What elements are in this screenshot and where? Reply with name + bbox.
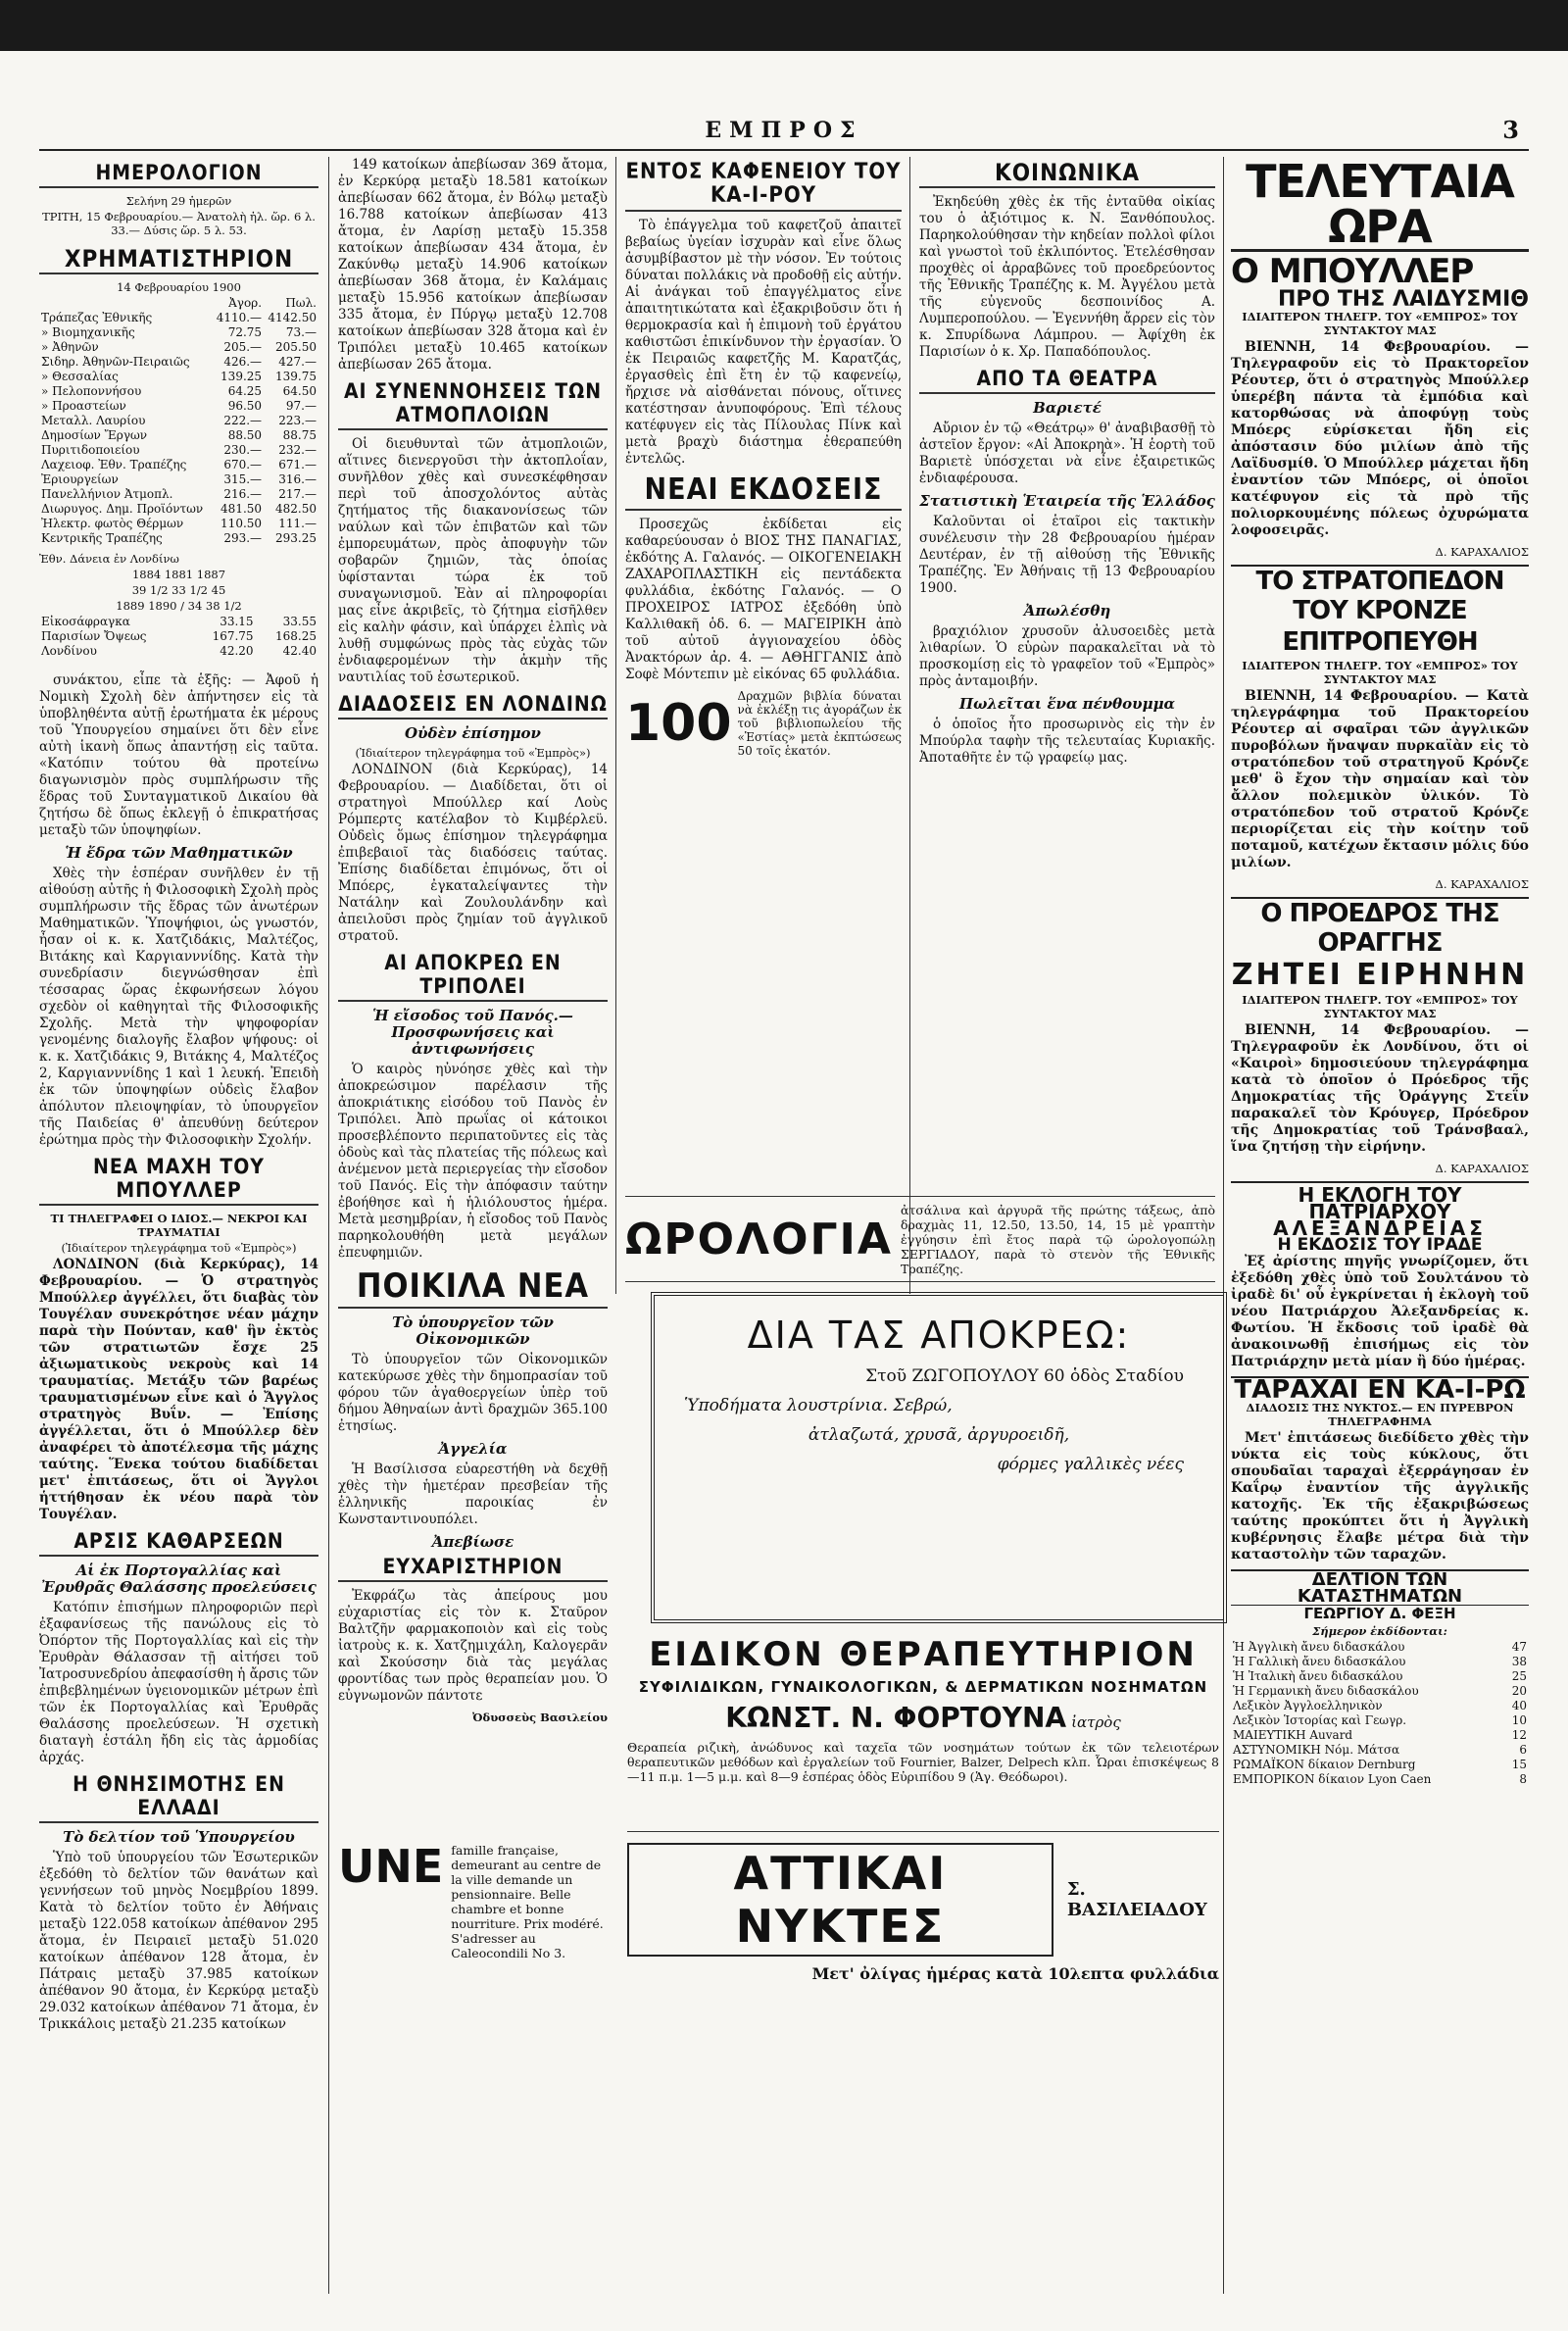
- row-label: Μεταλλ. Λαυρίου: [41, 414, 146, 427]
- row-value: 64.25: [227, 384, 263, 398]
- column-1: [39, 157, 318, 2294]
- column-rule: [1223, 157, 1224, 2294]
- loans-label: Ἐθν. Δάνεια ἐν Λονδίνω: [39, 552, 179, 566]
- row-value: 139.25: [220, 370, 263, 383]
- table-row: [1231, 1699, 1529, 1713]
- article-paragraph: Προσεχῶς ἐκδίδεται εἰς καθαρεύουσαν ὁ ΒΙΟΣ ΤΗΣ ΠΑΝΑΓΙΑΣ, ἐκδότης Α. Γαλανός. — ΟΙΚΟΓΕΝΕΙΑΚΗ ΖΑΧΑΡΟΠΛΑΣΤΙΚΗ εἰς πεντάδεκτα φυλλάδια, ἐκδότης Γαλανός. — Ο ΠΡΟΧΕΙΡΟΣ ΙΑΤΡΟΣ ἐξεδόθη ὑπὸ Καλλιθακῆ ὁδ. 6. — ΜΑΓΕΙΡΙΚΗ ἀπὸ τοῦ αὐτοῦ ἀγγιοναχείου ὁδὸς Ἀνακτόρων ἀρ. 4. — ΑΘΗΓΓΑΝΙΣ ἀπὸ Σοφὲ Μόντεπιν μὲ εἰκόνας 65 φυλλάδια.: [625, 517, 902, 682]
- column-rule: [615, 157, 616, 1294]
- almanac-line: Σελήνη 29 ἡμερῶν: [125, 194, 232, 208]
- late-news-heading: ΤΕΛΕΥΤΑΙΑ ΩΡΑ: [1231, 159, 1529, 252]
- signature: Δ. ΚΑΡΑΧΑΛΙΟΣ: [1435, 1162, 1529, 1175]
- ad-carnival-line: φόρμες γαλλικὲς νέες: [997, 1455, 1184, 1474]
- row-label: » Βιομηχανικῆς: [41, 325, 135, 339]
- almanac-heading: ΗΜΕΡΟΛΟΓΙΟΝ: [39, 161, 318, 188]
- table-row: [39, 443, 318, 458]
- ad-carnival-address: Στοῦ ΖΩΓΟΠΟΥΛΟΥ 60 ὁδὸς Σταδίου: [865, 1366, 1184, 1386]
- column-rule: [909, 157, 910, 1294]
- article-paragraph: Οἱ διευθυνταὶ τῶν ἀτμοπλοιῶν, αἵτινες διενεργοῦσι τὴν ἀκτοπλοΐαν, συνῆλθον χθὲς καὶ συνεσκέφθησαν περὶ τοῦ ἀποσχολόντος αὐτὰς ζητήματος τῆς διακανονίσεως τῶν ναύλων καὶ τῶν ἐπιβατῶν καὶ τῶν ἐμπορευμάτων, πρὸς ἀποφυγὴν τῶν σοβαρῶν ζημιῶν, τὰς ὁποίας ὑφίστανται τώρα ἐκ τοῦ συναγωνισμοῦ. Ἐὰν αἱ πληροφορίαι μας εἶνε ἀκριβεῖς, τὸ ζήτημα εἰσῆλθεν εἰς καλὴν φάσιν, καὶ ὑπάρχει ἐλπὶς νὰ λυθῇ συμφώνως πρὸς τὰς εὐχὰς τῶν ἐνδιαφερομένων τὴν ἀκμὴν τῆς ναυτιλίας τοῦ ἐσωτερικοῦ.: [338, 436, 608, 685]
- row-value: 167.75: [212, 629, 254, 643]
- article-subheading: Ἀγγελία: [438, 1440, 508, 1458]
- table-row: [39, 487, 318, 502]
- table-row: [39, 399, 318, 414]
- article-subheading: Ἀπεβίωσε: [431, 1533, 514, 1551]
- row-label: Λεξικὸν Ἱστορίας καὶ Γεωγρ.: [1233, 1713, 1407, 1727]
- table-row: [1231, 1772, 1529, 1787]
- ad-carnival-line: Ὑποδήματα λουστρίνια. Σεβρώ,: [684, 1396, 953, 1415]
- article-heading: ΠΟΙΚΙΛΑ ΝΕΑ: [338, 1267, 608, 1309]
- article-paragraph: Τὸ ὑπουργεῖον τῶν Οἰκονομικῶν κατεκύρωσε χθὲς τὴν δημοπρασίαν τοῦ φόρου τῶν ἀγαθοεργείων ὑπὲρ τοῦ δήμου Ἀθηναίων ἀντὶ δραχμῶν 365.100 ἐτησίως.: [338, 1352, 608, 1434]
- article-paragraph: ΒΙΕΝΝΗ, 14 Φεβρουαρίου. — Κατὰ τηλεγράφημα τοῦ Πρακτορείου Ρέουτερ αἱ σφαῖραι τῶν ἀγγλικῶν πυροβόλων ἤναψαν πυρκαϊὰν εἰς τὸ στρατόπεδον τοῦ στρατηγοῦ Κρόνζε μεθ' ὃ ἔχον τὴν σημαίαν καὶ τὸν ἄλλον πολεμικὸν ὑλικόν. Τὸ στρατόπεδον τοῦ στρατοῦ Κρόνζε περιορίζεται εἰς τὴν κοίτην τοῦ ποταμοῦ, κατέχων ἔκτασιν μόλις δύο μιλίων.: [1231, 688, 1529, 870]
- article-subheading: Η ΕΚΔΟΣΙΣ ΤΟΥ ΙΡΑΔΕ: [1277, 1235, 1483, 1255]
- article-credit: ΙΔΙΑΙΤΕΡΟΝ ΤΗΛΕΓΡ. ΤΟΥ «ΕΜΠΡΟΣ» ΤΟΥ ΣΥΝΤΑΚΤΟΥ ΜΑΣ: [1242, 310, 1518, 337]
- table-row: [1231, 1743, 1529, 1758]
- bourse-table: [39, 296, 318, 546]
- row-label: Διωρυγος. Δημ. Προϊόντων: [41, 502, 204, 516]
- row-label: Ἠλεκτρ. φωτὸς Θέρμων: [41, 517, 184, 530]
- ad-clinic-doctor-suffix: ἰατρὸς: [1071, 1713, 1121, 1731]
- row-value: 316.—: [278, 472, 317, 486]
- ad-carnival-line: ἀτλαζωτά, χρυσᾶ, ἀργυροειδῆ,: [808, 1425, 1070, 1445]
- article-paragraph: Κατόπιν ἐπισήμων πληροφοριῶν περὶ ἐξαφανίσεως τῆς πανώλους εἰς τὸ Ὀπόρτον τῆς Πορτογαλλίας καὶ εἰς τὴν Ἐρυθρὰν Θάλασσαν τῇ αἰτήσει τοῦ Ἰατροσυνεδρίου ἀπεφασίσθη ἡ ἄρσις τῶν ἐπιβεβλημένων ὑγειονομικῶν μέτρων ἐπὶ τῶν ἐκ Πορτογαλλίας καὶ Ἐρυθρᾶς Θαλάσσης προελεύσεων. Ἡ σχετικὴ διαταγὴ ἐστάλη ἤδη εἰς τὰς ἁρμοδίας ἀρχάς.: [39, 1600, 318, 1765]
- table-row: [39, 531, 318, 546]
- ad-watches-text: ἀτσάλινα καὶ ἀργυρᾶ τῆς πρώτης τάξεως, ἀπὸ δραχμὰς 11, 12.50, 13.50, 14, 15 μὲ γραπτὴν ἐγγύησιν ἐπὶ ἔτος παρὰ τῷ ὡρολογοπώλῃ ΣΕΡΓΙΑΔΟΥ, παρὰ τὸ στενὸν τῆς Ἐθνικῆς Τραπέζης.: [900, 1202, 1215, 1276]
- article-heading: ΑΡΣΙΣ ΚΑΘΑΡΣΕΩΝ: [39, 1529, 318, 1557]
- row-label: Πυριτιδοποιείου: [41, 443, 140, 457]
- row-label: ΜΑΙΕΥΤΙΚΗ Auvard: [1233, 1728, 1353, 1742]
- article-subheading: Οὐδὲν ἐπίσημον: [405, 724, 541, 742]
- row-label: » Προαστείων: [41, 399, 126, 413]
- signature: Ὀδυσσεὺς Βασιλείου: [472, 1711, 608, 1724]
- row-value: 6: [1519, 1743, 1527, 1757]
- loans-rates: 39 1/2 33 1/2 45: [131, 583, 226, 597]
- row-value: 426.—: [223, 355, 263, 369]
- row-value: 217.—: [278, 487, 317, 501]
- ad-clinic-text: Θεραπεία ριζικὴ, ἀνώδυνος καὶ ταχεῖα τῶν νοσημάτων τούτων ἐκ τῶν τελειοτέρων θεραπευτικῶν μεθόδων καὶ ἐργαλείων τοῦ Fournier, Balzer, Delpech κλπ. Ὧραι ἐπισκέψεως 8—11 π.μ. 1—5 μ.μ. καὶ 8—9 ἑσπέρας ὁδὸς Εὐριπίδου 9 (Ἁγ. Θεόδωροι).: [627, 1740, 1219, 1784]
- row-label: Πανελλήνιον Ἀτμοπλ.: [41, 487, 173, 501]
- row-value: 38: [1511, 1655, 1527, 1668]
- table-row: [39, 629, 318, 644]
- ad-une-big: UNE: [338, 1840, 444, 1893]
- row-value: 8: [1519, 1772, 1527, 1786]
- scan-top-bar: [0, 0, 1568, 51]
- bourse-col-buy: Ἀγορ.: [228, 296, 263, 310]
- row-value: 671.—: [278, 458, 317, 471]
- article-subheading: Ἀπωλέσθη: [1023, 602, 1111, 620]
- column-2: [338, 157, 608, 2294]
- article-paragraph: ὁ ὁποῖος ἦτο προσωρινὸς εἰς τὴν ἐν Μπούρλα ταφὴν τῆς τελευταίας Κυριακῆς. Ἀποταθῆτε ἐν τῷ γραφείῳ μας.: [919, 717, 1215, 766]
- row-label: Δημοσίων Ἔργων: [41, 428, 148, 442]
- row-value: 168.25: [275, 629, 317, 643]
- ad-nights-author: Σ. ΒΑΣΙΛΕΙΑΔΟΥ: [1066, 1879, 1207, 1920]
- row-value: 64.50: [282, 384, 317, 398]
- row-label: Λεξικὸν Ἀγγλοελληνικὸν: [1233, 1699, 1383, 1712]
- article-paragraph: Χθὲς τὴν ἑσπέραν συνῆλθεν ἐν τῇ αἰθούσῃ αὐτῆς ἡ Φιλοσοφικὴ Σχολὴ πρὸς συμπλήρωσιν τῆς ἕδρας τῶν ἀνωτέρων Μαθηματικῶν. Ὑποψήφιοι, ὡς γνωστόν, ἦσαν οἱ κ. κ. Χατζιδάκις, Μαλτέζος, Βιτάκης καὶ Καργιανννίδης. Κατὰ τὴν συνεδρίασιν διεγνώσθησαν ἐπὶ τέσσαρας ὥρας ἐκφωνήσεων λόγου σχεδὸν οἱ καθηγηταὶ τῆς Φιλοσοφικῆς Σχολῆς. Μετὰ τὴν ψηφοφορίαν γενομένης διαλογῆς ἔλαβον ψήφους: οἱ κ. κ. Χατζιδάκις 9, Βιτάκης 4, Μαλτέζος 2, Καργιανννίδης 1 καὶ 1 λευκή. Ἐπειδὴ ἐκ τῶν ὑποψηφίων οὐδεὶς ἔλαβον ἀπόλυτον πλειοψηφίαν, τὸ ὑπουργεῖον τῆς Παιδείας θ' ἀπευθύνῃ δεύτερον ἐρώτημα πρὸς τὴν Φιλοσοφικὴν Σχολήν.: [39, 866, 318, 1148]
- article-heading: ΑΛΕΞΑΝΔΡΕΙΑΣ: [1273, 1216, 1487, 1240]
- row-value: 293.—: [223, 531, 263, 545]
- row-label: Ἡ Γερμανικὴ ἄνευ διδασκάλου: [1233, 1684, 1419, 1698]
- lottery-heading: ΔΕΛΤΙΟΝ ΤΩΝ ΚΑΤΑΣΤΗΜΑΤΩΝ: [1231, 1569, 1529, 1606]
- row-value: 230.—: [223, 443, 263, 457]
- article-subheading: Τὸ ὑπουργεῖον τῶν Οἰκονομικῶν: [392, 1314, 554, 1348]
- ad-carnival-title: ΔΙΑ ΤΑΣ ΑΠΟΚΡΕΩ:: [747, 1314, 1131, 1357]
- exchange-table: [39, 615, 318, 659]
- row-value: 427.—: [278, 355, 317, 369]
- article-heading: ΠΡΟ ΤΗΣ ΛΑΙΔΥΣΜΙΘ: [1277, 287, 1529, 312]
- table-row: [39, 340, 318, 355]
- article-paragraph: Ἐξ ἀρίστης πηγῆς γνωρίζομεν, ὅτι ἐξεδόθη χθὲς ὑπὸ τοῦ Σουλτάνου τὸ ἰραδὲ δι' οὗ ἐγκρίνεται ἡ ἐκλογὴ τοῦ νέου Πατριάρχου Ἀλεξανδρείας κ. Φωτίου. Ἡ ἔκδοσις τοῦ ἰραδὲ θὰ ἀνακοινωθῇ ἐπισήμως εἰς τὸν Πατριάρχην μετὰ μίαν ἢ δύο ἡμέρας.: [1231, 1254, 1529, 1369]
- row-value: 110.50: [220, 517, 263, 530]
- ad-100-text: Δραχμῶν βιβλία δύναται νὰ ἐκλέξῃ τις ἀγοράζων ἐκ τοῦ βιβλιοπωλείου τῆς «Ἑστίας» μετὰ ἐκπτώσεως 50 τοῖς ἑκατόν.: [737, 689, 902, 758]
- ad-une: [338, 1840, 614, 1960]
- row-value: 15: [1511, 1758, 1527, 1771]
- article-paragraph: συνάκτου, εἶπε τὰ ἑξῆς: — Ἀφοῦ ἡ Νομικὴ Σχολὴ δὲν ἀπήντησεν εἰς τὰ ὑποβληθέντα αὐτῇ ἐρωτήματα ἐκ μέρους τοῦ Ὑπουργείου σημαίνει ὅτι δὲν εἶνε αὐτὴ ἱκανὴ ὅπως ἀπαντήσῃ εἰς ταῦτα. «Κατόπιν τούτου θὰ προτείνω διαγωνισμὸν πρὸς συμπλήρωσιν τῆς ἕδρας τοῦ Συνταγματικοῦ Δικαίου θὰ ζητήσω δὲ ὅπως ἐκλεγῇ ὁ ἐπικρατήσας μεταξὺ τῶν ὑποψηφίων.: [39, 672, 318, 838]
- row-label: » Θεσσαλίας: [41, 370, 119, 383]
- article-heading: ΕΝΤΟΣ ΚΑΦΕΝΕΙΟΥ ΤΟΥ ΚΑ-Ι-ΡΟΥ: [625, 161, 902, 212]
- ad-clinic: [627, 1635, 1219, 1832]
- row-value: 293.25: [275, 531, 317, 545]
- row-label: Λονδίνου: [41, 644, 97, 658]
- row-label: Ἐριουργείων: [41, 472, 119, 486]
- ad-carnival-box: [651, 1292, 1227, 1623]
- table-row: [39, 414, 318, 428]
- row-label: ΡΩΜΑΪΚΟΝ δίκαιον Dernburg: [1233, 1758, 1416, 1771]
- lottery-intro: Σήμερον ἐκδίδονται:: [1312, 1624, 1447, 1638]
- article-credit: (Ἰδιαίτερον τηλεγράφημα τοῦ «Ἐμπρὸς»): [61, 1241, 297, 1255]
- article-heading: ΝΕΑΙ ΕΚΔΟΣΕΙΣ: [625, 473, 902, 511]
- table-row: [39, 370, 318, 384]
- article-paragraph: Ὑπὸ τοῦ ὑπουργείου τῶν Ἐσωτερικῶν ἐξεδόθη τὸ δελτίον τῶν θανάτων καὶ γεννήσεων τοῦ μηνὸς Νοεμβρίου 1899. Κατὰ τὸ δελτίον τοῦτο ἐν Ἀθήναις μεταξὺ 122.058 κατοίκων ἀπέθανον 295 ἄτομα, ἐν Πειραιεῖ μεταξὺ 51.020 κατοίκων ἀπέθανον 128 ἄτομα, ἐν Πάτραις μεταξὺ 37.985 κατοίκων ἀπέθανον 90 ἄτομα, ἐν Κερκύρᾳ μεταξὺ 29.032 κατοίκων ἀπέθανον 71 ἄτομα, ἐν Τρικκάλοις μεταξὺ 21.235 κατοίκων: [39, 1850, 318, 2032]
- table-row: [39, 355, 318, 370]
- row-label: » Ἀθηνῶν: [41, 340, 99, 354]
- row-label: Ἡ Γαλλικὴ ἄνευ διδασκάλου: [1233, 1655, 1406, 1668]
- article-subheading: Τὸ δελτίον τοῦ Ὑπουργείου: [63, 1828, 295, 1846]
- row-label: ΕΜΠΟΡΙΚΟΝ δίκαιον Lyon Caen: [1233, 1772, 1432, 1786]
- article-paragraph: Τὸ ἐπάγγελμα τοῦ καφετζοῦ ἀπαιτεῖ βεβαίως ὑγείαν ἰσχυρὰν καὶ εἶνε ὅλως ἀσυμβίβαστον μὲ τὴν νόσον. Ἐν τούτοις δύναται πολλάκις νὰ προδοθῇ εἰς αὐτήν. Αἱ ἀνάγκαι τοῦ ἐπαγγέλματος εἶνε ἀπαιτητικώτατα καὶ ἐξακριβοῦσιν ὅτι ἡ θερμοκρασία καὶ ἡ ἐπιμονὴ τοῦ ἐργάτου καθιστῶσι ἐπικίνδυνον τὴν ἐργασίαν. Ὁ ἐκ Πειραιῶς καφετζῆς Μ. Καρατζάς, ἐργασθεὶς ἐπὶ ἔτη ἐν τῷ καφενείῳ, ἤρχισε νὰ αἰσθάνεται πόνους, οἵτινες κατέστησαν ἀνυποφόρους. Ἐπὶ τέλους κατέφυγεν εἰς τὰς Πίλουλας Πίνκ καὶ μετὰ βραχὺ διάστημα ἐθεραπεύθη ἐντελῶς.: [625, 218, 902, 467]
- article-subheading: ΤΙ ΤΗΛΕΓΡΑΦΕΙ Ο ΙΔΙΟΣ.— ΝΕΚΡΟΙ ΚΑΙ ΤΡΑΥΜΑΤΙΑΙ: [50, 1212, 308, 1239]
- article-paragraph: 149 κατοίκων ἀπεβίωσαν 369 ἄτομα, ἐν Κερκύρᾳ μεταξὺ 18.581 κατοίκων ἀπεβίωσαν 662 ἄτομα, ἐν Βόλῳ μεταξὺ 16.788 κατοίκων ἀπεβίωσαν 413 ἄτομα, ἐν Λαρίσῃ μεταξὺ 15.358 κατοίκων ἀπεβίωσαν 434 ἄτομα, ἐν Ζακύνθῳ μεταξὺ 14.906 κατοίκων ἀπεβίωσαν 368 ἄτομα, ἐν Καλάμαις μεταξὺ 15.956 κατοίκων ἀπεβίωσαν 335 ἄτομα, ἐν Πύργῳ μεταξὺ 12.708 κατοίκων ἀπεβίωσαν 328 ἄτομα καὶ ἐν Τριπόλει μεταξὺ 10.465 κατοίκων ἀπεβίωσαν 265 ἄτομα.: [338, 157, 608, 372]
- signature: Δ. ΚΑΡΑΧΑΛΙΟΣ: [1435, 545, 1529, 559]
- table-row: [1231, 1655, 1529, 1669]
- article-subheading: Ἡ ἔδρα τῶν Μαθηματικῶν: [65, 844, 293, 862]
- row-value: 222.—: [223, 414, 263, 427]
- article-heading: Ο ΜΠΟΥΛΛΕΡ: [1231, 252, 1474, 291]
- bourse-heading: ΧΡΗΜΑΤΙΣΤΗΡΙΟΝ: [39, 247, 318, 274]
- article-heading: ΕΠΙΤΡΟΠΕΥΘΗ: [1282, 627, 1478, 657]
- row-label: Εἰκοσάφραγκα: [41, 615, 130, 628]
- row-value: 40: [1511, 1699, 1527, 1712]
- article-heading: ΕΥΧΑΡΙΣΤΗΡΙΟΝ: [338, 1555, 608, 1582]
- article-subheading: Βαριετέ: [1033, 399, 1102, 417]
- ad-100-number: 100: [625, 694, 732, 753]
- ad-watches: [625, 1196, 1215, 1282]
- article-paragraph: ΒΙΕΝΝΗ, 14 Φεβρουαρίου. — Τηλεγραφοῦν εἰς τὸ Πρακτορεῖον Ρέουτερ, ὅτι ὁ στρατηγὸς Μπούλλερ ὑπερέβη πάντα τὰ ἐμπόδια καὶ κατορθώσας νὰ ἀποφύγῃ τοὺς Μπόερς εὑρίσκεται ἤδη εἰς ἀπόστασιν δύο μιλίων ἀπὸ τῆς Λαϊδυσμίθ. Ὁ Μπούλλερ μάχεται ἤδη ἐναντίον τῶν Μπόερς, οἱ ὁποῖοι κατέφυγον εἰς τὰ πρὸ τῆς πολιορκουμένης πόλεως ὀχυρώματα λοφοσειρᾶς.: [1231, 339, 1529, 538]
- lottery-table: [1231, 1640, 1529, 1787]
- table-row: [39, 325, 318, 340]
- row-value: 33.55: [282, 615, 317, 628]
- article-heading: ΤΑΡΑΧΑΙ ΕΝ ΚΑ-Ι-ΡΩ: [1231, 1376, 1529, 1399]
- column-rule: [328, 157, 329, 2294]
- article-heading: Η ΘΝΗΣΙΜΟΤΗΣ ΕΝ ΕΛΛΑΔΙ: [39, 1772, 318, 1823]
- article-credit: ΙΔΙΑΙΤΕΡΟΝ ΤΗΛΕΓΡ. ΤΟΥ «ΕΜΠΡΟΣ» ΤΟΥ ΣΥΝΤΑΚΤΟΥ ΜΑΣ: [1242, 659, 1518, 686]
- loans-years: 1884 1881 1887: [131, 568, 226, 581]
- article-subheading: Αἱ ἐκ Πορτογαλλίας καὶ Ἐρυθρᾶς Θαλάσσης προελεύσεις: [41, 1562, 317, 1596]
- ad-nights-text: Μετ' ὀλίγας ἡμέρας κατὰ 10λεπτα φυλλάδια: [811, 1964, 1219, 1983]
- masthead-title: ΕΜΠΡΟΣ: [705, 118, 863, 143]
- column-4: [919, 157, 1215, 1284]
- ad-100: [625, 689, 902, 758]
- column-3: [625, 157, 902, 1284]
- row-value: 42.20: [220, 644, 254, 658]
- article-heading: Ο ΠΡΟΕΔΡΟΣ ΤΗΣ ΟΡΑΓΓΗΣ: [1231, 897, 1529, 958]
- row-value: 47: [1511, 1640, 1527, 1654]
- row-value: 232.—: [278, 443, 317, 457]
- article-paragraph: Καλοῦνται οἱ ἑταῖροι εἰς τακτικὴν συνέλευσιν τὴν 28 Φεβρουαρίου ἡμέραν Δευτέραν, ἐν τῇ αἰθούσῃ τῆς Ἐθνικῆς Τραπέζης. Ἐν Ἀθήναις τῇ 13 Φεβρουαρίου 1900.: [919, 514, 1215, 596]
- table-row: [1231, 1758, 1529, 1772]
- row-value: 10: [1511, 1713, 1527, 1727]
- article-paragraph: Ἡ Βασίλισσα εὐαρεστήθη νὰ δεχθῇ χθὲς τὴν ἡμετέραν πρεσβείαν τῆς ἑλληνικῆς παροικίας ἐν Κωνσταντινουπόλει.: [338, 1462, 608, 1527]
- row-value: 88.75: [282, 428, 317, 442]
- signature: Δ. ΚΑΡΑΧΑΛΙΟΣ: [1435, 877, 1529, 891]
- row-value: 482.50: [275, 502, 317, 516]
- article-paragraph: ΛΟΝΔΙΝΟΝ (διὰ Κερκύρας), 14 Φεβρουαρίου. — Διαδίδεται, ὅτι οἱ στρατηγοὶ Μπούλλερ καί Λοὺς Ρόμπερτς κατέλαβον τὸ Κιμβέρλεϋ. Οὐδεὶς ὅμως ἐπίσημον τηλεγράφημα ἐπιβεβαιοῖ τὰς διαδόσεις ταύτας. Ἐπίσης διαδίδεται ἐπιμόνως, ὅτι οἱ Μπόερς, ἐγκαταλείψαντες τὴν Νατάλην καὶ Ζουλουλάνδην καὶ ἀπειλοῦσι πρὸς ζημίαν τοῦ ἀγγλικοῦ στρατοῦ.: [338, 762, 608, 944]
- row-label: Παρισίων Ὄψεως: [41, 629, 147, 643]
- article-paragraph: Αὔριον ἐν τῷ «Θεάτρῳ» θ' ἀναβιβασθῇ τὸ ἀστεῖον ἔργον: «Αἱ Ἀποκρηὰ». Ἡ ἑορτὴ τοῦ Βαριετὲ ὑπόσχεται νὰ εἶνε ἐξαιρετικῶς ἐνδιαφέρουσα.: [919, 421, 1215, 486]
- table-row: [39, 502, 318, 517]
- table-row: [1231, 1669, 1529, 1684]
- row-label: Ἡ Ἰταλικὴ ἄνευ διδασκάλου: [1233, 1669, 1403, 1683]
- article-heading: Η ΕΚΛΟΓΗ ΤΟΥ ΠΑΤΡΙΑΡΧΟΥ: [1231, 1181, 1529, 1220]
- article-heading: ΑΙ ΣΥΝΕΝΝΟΗΣΕΙΣ ΤΩΝ ΑΤΜΟΠΛΟΙΩΝ: [338, 379, 608, 430]
- ad-clinic-subtitle: ΣΥΦΙΛΙΔΙΚΩΝ, ΓΥΝΑΙΚΟΛΟΓΙΚΩΝ, & ΔΕΡΜΑΤΙΚΩΝ ΝΟΣΗΜΑΤΩΝ: [638, 1678, 1208, 1696]
- lottery-subheading: ΓΕΩΡΓΙΟΥ Δ. ΦΕΞΗ: [1303, 1605, 1456, 1622]
- article-credit: (Ἰδιαίτερον τηλεγράφημα τοῦ «Ἐμπρὸς»): [355, 746, 591, 760]
- row-value: 97.—: [285, 399, 317, 413]
- row-value: 111.—: [278, 517, 317, 530]
- article-credit: ΙΔΙΑΙΤΕΡΟΝ ΤΗΛΕΓΡ. ΤΟΥ «ΕΜΠΡΟΣ» ΤΟΥ ΣΥΝΤΑΚΤΟΥ ΜΑΣ: [1242, 993, 1518, 1020]
- ad-nights-title: ΑΤΤΙΚΑΙ ΝΥΚΤΕΣ: [627, 1843, 1054, 1957]
- table-row: [39, 384, 318, 399]
- row-value: 139.75: [275, 370, 317, 383]
- row-value: 670.—: [223, 458, 263, 471]
- table-row: [1231, 1640, 1529, 1655]
- row-label: Ἡ Ἀγγλικὴ ἄνευ διδασκάλου: [1233, 1640, 1405, 1654]
- article-paragraph: βραχιόλιον χρυσοῦν ἀλυσοειδὲς μετὰ λιθαρίων. Ὁ εὑρὼν παρακαλεῖται νὰ τὸ προσκομίσῃ εἰς τὸ γραφεῖον τοῦ «Ἐμπρὸς» πρὸς ἀνταμοιβήν.: [919, 623, 1215, 689]
- table-row: [39, 311, 318, 325]
- row-value: 4110.—: [216, 311, 263, 324]
- article-paragraph: Ὁ καιρὸς ηὐνόησε χθὲς καὶ τὴν ἀποκρεώσιμον παρέλασιν τῆς ἀποκριάτικης εἰσόδου τοῦ Πανὸς ἐν Τριπόλει. Ἀπὸ πρωΐας οἱ κάτοικοι προσεβλέποντο περιπατοῦντες εἰς τὰς ὁδοὺς καὶ τὰς πλατείας τῆς πόλεως καὶ ἀνέμενον μετὰ περιεργείας τὴν εἴσοδον τοῦ Πανός. Εἰς τὴν ἀπόφασιν ταύτην ἐβοήθησε καὶ ἡ ἡλιόλουστος ἡμέρα. Μετὰ μεσημβρίαν, ἡ εἴσοδος τοῦ Πανὸς παρηκολουθήθη μετὰ μεγάλων ἐπευφημιῶν.: [338, 1062, 608, 1261]
- article-paragraph: ΛΟΝΔΙΝΟΝ (διὰ Κερκύρας), 14 Φεβρουαρίου. — Ὁ στρατηγὸς Μπούλλερ ἀγγέλλει, ὅτι διαβὰς τὸν Τουγέλαν συνεκρότησε νέαν μάχην παρὰ τὴν Πούνταν, καθ' ἣν ἐκτὸς τῶν στρατιωτῶν ἔσχε 25 ἀξιωματικοὺς νεκροὺς καὶ 14 τραυματίας. Μετάξυ τῶν βαρέως τραυματισμένων εἶνε καὶ ὁ Ἄγγλος στρατηγὸς Βυΐν. — Ἐπίσης ἀγγέλλεται, ὅτι ὁ Μπούλλερ δὲν ἀναφέρει τὸ ἀποτέλεσμα τῆς μάχης ταύτης. Ἕνεκα τούτου διαδίδεται μετ' ἐπιτάσεως, ὅτι οἱ Ἄγγλοι ἡττήθησαν ἐκ νέου παρὰ τὸν Τουγέλαν.: [39, 1257, 318, 1522]
- ad-nights: [627, 1843, 1219, 1983]
- masthead: [39, 116, 1529, 151]
- article-paragraph: Μετ' ἐπιτάσεως διεδίδετο χθὲς τὴν νύκτα εἰς τοὺς κύκλους, ὅτι σπουδαῖαι ταραχαὶ ἐξερράγησαν ἐν Καΐρῳ ἐναντίον τῆς ἀγγλικῆς κατοχῆς. Ἐκ τῆς ἐξακριβώσεως ταύτης προκύπτει ὅτι ἡ Ἀγγλικὴ κυβέρνησις ἔλαβε μέτρα διὰ τὴν καταστολὴν τῶν ταραχῶν.: [1231, 1430, 1529, 1562]
- ad-clinic-doctor: ΚΩΝΣΤ. Ν. ΦΟΡΤΟΥΝΑ: [725, 1702, 1067, 1734]
- table-row: [39, 428, 318, 443]
- row-label: Λαχειοφ. Ἐθν. Τραπέζης: [41, 458, 187, 471]
- bourse-date: 14 Φεβρουαρίου 1900: [117, 280, 241, 294]
- article-heading: ΔΙΑΔΟΣΕΙΣ ΕΝ ΛΟΝΔΙΝΩ: [338, 692, 608, 719]
- article-paragraph: ΒΙΕΝΝΗ, 14 Φεβρουαρίου. — Τηλεγραφοῦν ἐκ Λονδίνου, ὅτι οἱ «Καιροὶ» δημοσιεύουν τηλεγράφημα κατὰ τὸ ὁποῖον ὁ Πρόεδρος τῆς Δημοκρατίας τῆς Ὀράγγης Στεΐν παρακαλεῖ τὸν Κρόυγερ, Πρόεδρον τῆς Δημοκρατίας τοῦ Τράνσβααλ, ἵνα ζητήσῃ τὴν εἰρήνην.: [1231, 1022, 1529, 1155]
- row-value: 42.40: [282, 644, 317, 658]
- table-row: [1231, 1713, 1529, 1728]
- article-paragraph: Ἐκηδεύθη χθὲς ἐκ τῆς ἐνταῦθα οἰκίας του ὁ ἀξιότιμος κ. Ν. Ξανθόπουλος. Παρηκολούθησαν τὴν κηδείαν πολλοὶ φίλοι καὶ γνωστοὶ τοῦ ἐκλιπόντος. Ἐτελέσθησαν προχθὲς οἱ ἀρραβῶνες τοῦ προεδρεύοντος τῆς Ἐθνικῆς Τραπέζης κ. Μ. Ἀγγέλου μετὰ τῆς εὐγενοῦς δεσποινίδος Α. Λυμπεροπούλου. — Ἐγεννήθη ἄρρεν εἰς τὸν κ. Σπυρίδωνα Λάμπρου. — Ἀφίχθη ἐκ Παρισίων ὁ κ. Χρ. Παπαδόπουλος.: [919, 194, 1215, 360]
- loans-more: 1889 1890 / 34 38 1/2: [116, 599, 242, 613]
- row-value: 205.—: [223, 340, 263, 354]
- table-row: [1231, 1684, 1529, 1699]
- article-heading: ΤΟ ΣΤΡΑΤΟΠΕΔΟΝ ΤΟΥ ΚΡΟΝΖΕ: [1231, 565, 1529, 625]
- page-number: 3: [1502, 116, 1519, 144]
- ad-une-text: famille française, demeurant au centre de la ville demande un pensionnaire. Belle chambre et bonne nourriture. Prix modéré. S'adresser au Caleocondili No 3.: [451, 1843, 604, 1960]
- article-paragraph: Ἐκφράζω τὰς ἀπείρους μου εὐχαριστίας εἰς τὸν κ. Σταῦρον Βαλτζῆν φαρμακοποιὸν καὶ εἰς τοὺς ἰατροὺς κ. κ. Χατζημιχάλη, Καλογερᾶν καὶ Σκούσσην διὰ τὰς μεγάλας φροντίδας των πρὸς θεραπείαν μου. Ὁ εὐγνωμονῶν πάντοτε: [338, 1588, 608, 1704]
- row-value: 481.50: [220, 502, 263, 516]
- article-subheading: Πωλεῖται ἕνα πένθουμμα: [958, 695, 1176, 713]
- row-value: 20: [1511, 1684, 1527, 1698]
- ad-clinic-title: ΕΙΔΙΚΟΝ ΘΕΡΑΠΕΥΤΗΡΙΟΝ: [649, 1635, 1198, 1674]
- row-value: 4142.50: [268, 311, 317, 324]
- row-value: 12: [1511, 1728, 1527, 1742]
- article-subheading: Ἡ εἴσοδος τοῦ Πανός.— Προσφωνήσεις καὶ ἀντιφωνήσεις: [372, 1007, 573, 1058]
- row-value: 73.—: [285, 325, 317, 339]
- row-label: ΑΣΤΥΝΟΜΙΚΗ Νόμ. Μάτσα: [1233, 1743, 1400, 1757]
- article-subheading: ΔΙΑΔΟΣΙΣ ΤΗΣ ΝΥΚΤΟΣ.— ΕΝ ΠΥΡΕΒΡΟΝ ΤΗΛΕΓΡΑΦΗΜΑ: [1246, 1401, 1514, 1428]
- bourse-col-sell: Πωλ.: [285, 296, 317, 310]
- row-value: 25: [1511, 1669, 1527, 1683]
- almanac-line: ΤΡΙΤΗ, 15 Φεβρουαρίου.— Ἀνατολὴ ἡλ. ὥρ. 6 λ. 33.— Δύσις ὥρ. 5 λ. 53.: [42, 210, 316, 237]
- row-value: 88.50: [227, 428, 263, 442]
- article-heading: ΝΕΑ ΜΑΧΗ ΤΟΥ ΜΠΟΥΛΛΕΡ: [39, 1155, 318, 1206]
- row-label: Σιδηρ. Ἀθηνῶν-Πειραιῶς: [41, 355, 190, 369]
- row-value: 205.50: [275, 340, 317, 354]
- table-row: [39, 458, 318, 472]
- row-label: » Πελοποννήσου: [41, 384, 142, 398]
- article-heading: ΖΗΤΕΙ ΕΙΡΗΝΗΝ: [1231, 958, 1529, 992]
- row-value: 33.15: [220, 615, 254, 628]
- row-value: 216.—: [223, 487, 263, 501]
- table-row: [39, 615, 318, 629]
- table-row: [39, 517, 318, 531]
- table-row: [1231, 1728, 1529, 1743]
- ad-watches-title: ΩΡΟΛΟΓΙΑ: [625, 1214, 893, 1265]
- article-subheading: Στατιστικὴ Ἑταιρεία τῆς Ἑλλάδος: [919, 492, 1215, 510]
- row-value: 72.75: [227, 325, 263, 339]
- table-row: [39, 644, 318, 659]
- row-value: 223.—: [278, 414, 317, 427]
- row-label: Τράπεζας Ἐθνικῆς: [41, 311, 153, 324]
- table-row: [39, 472, 318, 487]
- article-heading: ΚΟΙΝΩΝΙΚΑ: [919, 161, 1215, 188]
- article-heading: ΑΠΟ ΤΑ ΘΕΑΤΡΑ: [919, 367, 1215, 394]
- column-5: [1231, 157, 1529, 2294]
- article-heading: ΑΙ ΑΠΟΚΡΕΩ ΕΝ ΤΡΙΠΟΛΕΙ: [338, 951, 608, 1002]
- row-value: 96.50: [227, 399, 263, 413]
- row-label: Κεντρικῆς Τραπέζης: [41, 531, 163, 545]
- row-value: 315.—: [223, 472, 263, 486]
